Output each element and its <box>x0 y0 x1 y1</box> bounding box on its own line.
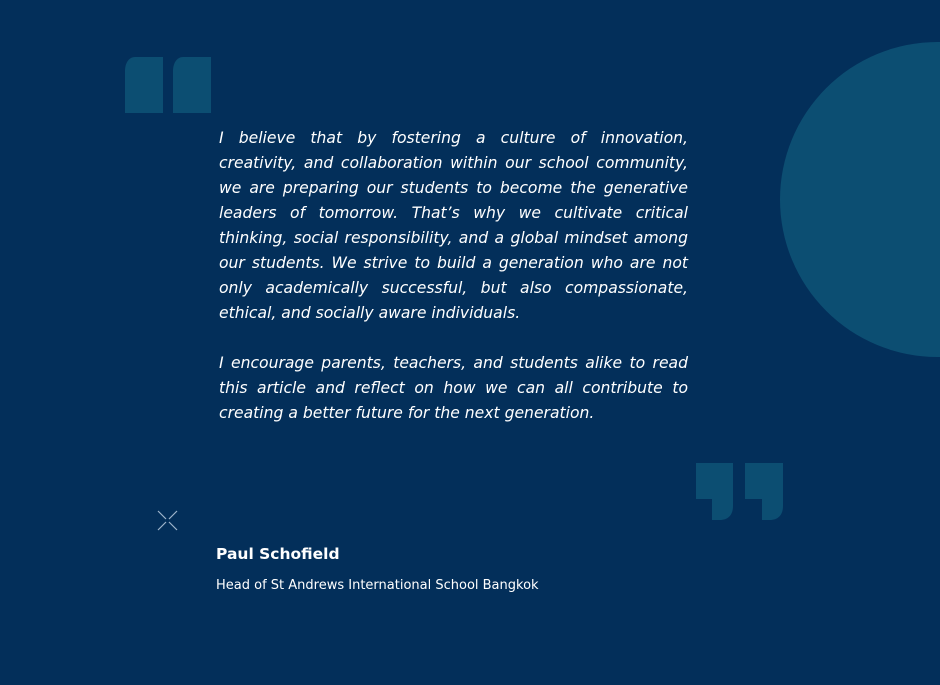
decorative-circle <box>780 42 940 357</box>
cross-icon <box>157 510 178 531</box>
author-name: Paul Schofield <box>216 545 340 563</box>
quote-paragraph: I encourage parents, teachers, and students alike to read this article and reflect on how we can all contribute to creating a better future for the next generation. <box>219 354 688 422</box>
testimonial-quote <box>219 126 688 426</box>
close-quote-icon <box>696 463 783 520</box>
open-quote-icon <box>125 57 211 113</box>
quote-paragraph: I believe that by fostering a culture of innovation, creativity, and collaboration within our school community, we are preparing our students to become the generative leaders of tomorrow. That’s why we cultivate critical thinking, social responsibility, and a global mindset among our students. We strive to build a generation who are not only academically successful, but also compassionate, ethical, and socially aware individuals. <box>219 129 688 322</box>
author-role: Head of St Andrews International School Bangkok <box>216 578 539 593</box>
